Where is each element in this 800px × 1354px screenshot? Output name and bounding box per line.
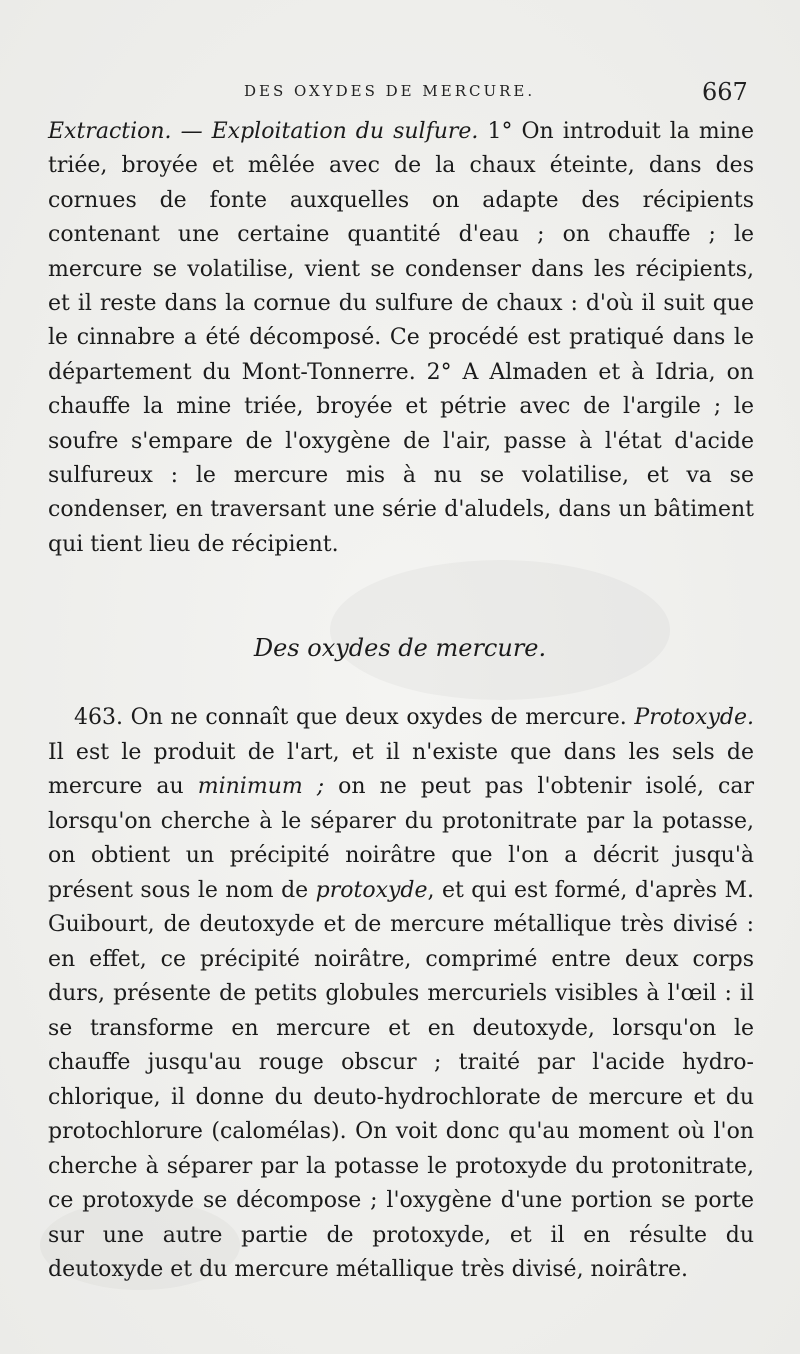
paper-stain: [330, 560, 670, 700]
paragraph-text: on ne peut pas l'obtenir isolé, car lorsqu'on cherche à le séparer du protonitrate par la potasse, on obtient un précipité noirâtre que l'on a décrit jusqu'à présent sous le nom de: [48, 774, 754, 903]
paragraph-text: Il est le produit de l'art, et il n'existe que dans les sels de mercure au: [48, 739, 754, 799]
paragraph-463: [48, 701, 754, 1288]
paragraph-extraction: [48, 115, 754, 562]
paragraph-lead-italic: Extraction. — Exploitation du sulfure.: [48, 119, 479, 144]
page-number: 667: [702, 78, 748, 106]
running-head: [0, 78, 800, 110]
paragraph-text: , et qui est formé, d'après M. Guibourt, de deutoxyde et de mercure métallique très divisé : en effet, ce précipité noirâtre, comprimé entre deux corps durs, présente de petits globules mercuriels visibles à l'œil : il se transforme en mercure et en deutoxyde, lorsqu'on le chauffe jusqu'au rouge obscur ; traité par l'acide hydro-chlorique, il donne du deuto-hydrochlorate de mercure et du protochlorure (calomélas). On voit donc qu'au moment où l'on cherche à séparer par la potasse le protoxyde du protonitrate, ce protoxyde se décompose ; l'oxygène d'une portion se porte sur une autre partie de protoxyde, et il en résulte du deutoxyde et du mercure métallique très divisé, noirâtre.: [48, 877, 754, 1282]
paragraph-text: 1° On introduit la mine triée, broyée et mêlée avec de la chaux éteinte, dans des cornues de fonte auxquelles on adapte des récipients contenant une certaine quantité d'eau ; on chauffe ; le mercure se volatilise, vient se condenser dans les récipients, et il reste dans la cornue du sulfure de chaux : d'où il suit que le cinnabre a été décomposé. Ce procédé est pratiqué dans le département du Mont-Tonnerre. 2° A Almaden et à Idria, on chauffe la mine triée, broyée et pétrie avec de l'argile ; le soufre s'empare de l'oxygène de l'air, passe à l'état d'acide sulfureux : le mercure mis à nu se volatilise, et va se condenser, en traversant une série d'aludels, dans un bâtiment qui tient lieu de récipient.: [48, 119, 754, 557]
italic-term: protoxyde: [315, 877, 428, 903]
running-title: DES OXYDES DE MERCURE.: [244, 82, 536, 100]
paragraph-number: 463.: [74, 705, 123, 730]
section-heading: Des oxydes de mercure.: [253, 634, 547, 662]
italic-term: minimum ;: [197, 774, 325, 799]
paragraph-text: On ne connaît que deux oxydes de mercure.: [122, 705, 635, 730]
italic-term: Protoxyde.: [634, 705, 754, 730]
